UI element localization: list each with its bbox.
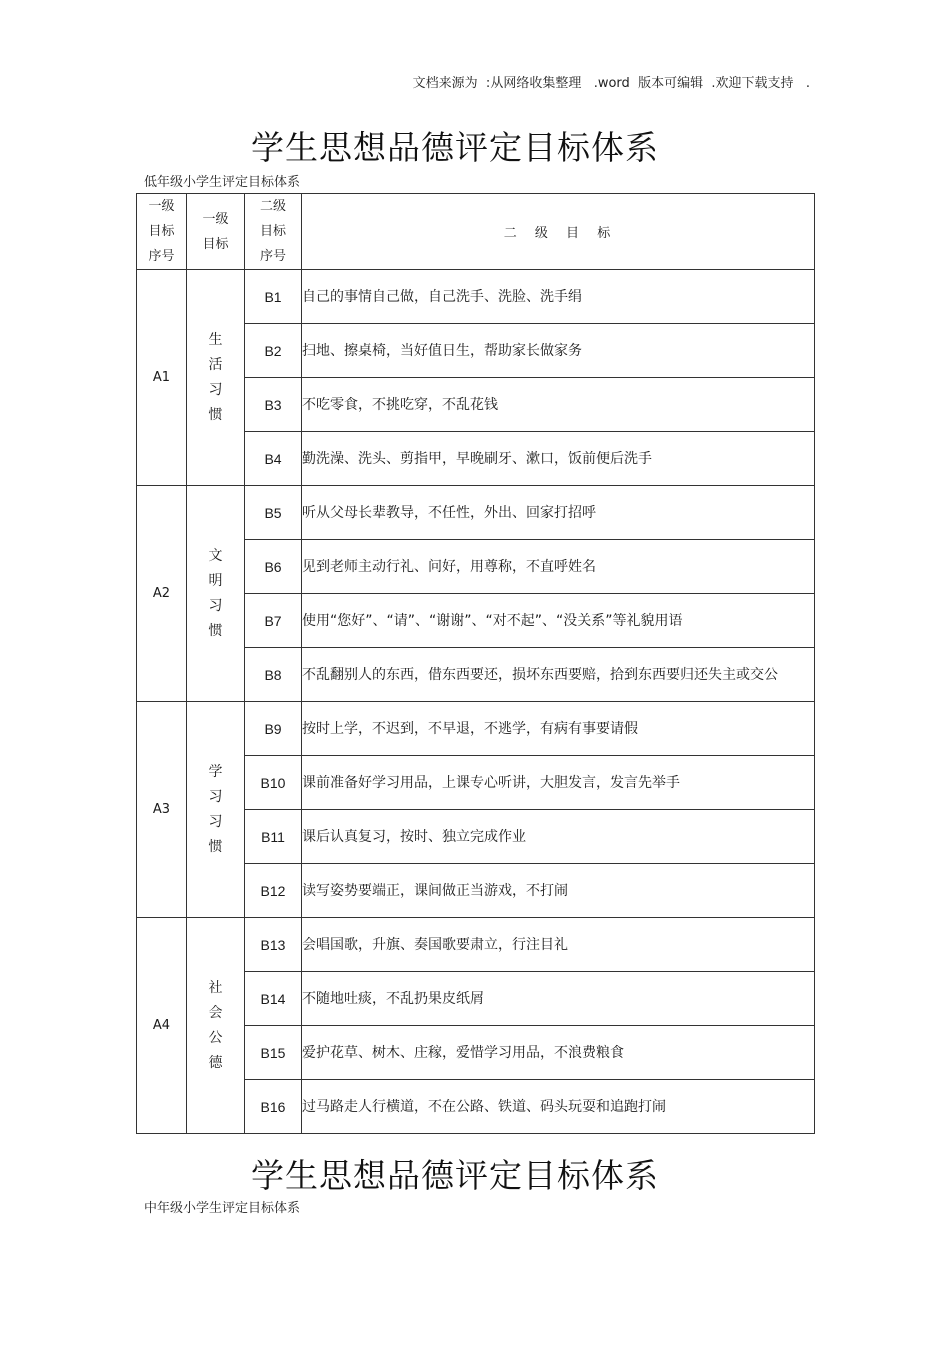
header-level1-code: 一级目标序号 (137, 194, 187, 270)
level2-goal-cell: 读写姿势要端正，课间做正当游戏，不打闹 (302, 864, 815, 918)
level2-code-cell: B2 (245, 324, 302, 378)
level1-name-cell (187, 270, 245, 486)
level2-code-cell: B4 (245, 432, 302, 486)
level2-code-cell: B12 (245, 864, 302, 918)
level2-goal-cell: 扫地、擦桌椅，当好值日生，帮助家长做家务 (302, 324, 815, 378)
level2-code-cell: B7 (245, 594, 302, 648)
level1-name-cell (187, 918, 245, 1134)
level2-goal-cell: 自己的事情自己做，自己洗手、洗脸、洗手绢 (302, 270, 815, 324)
table-caption-mid-grade: 中年级小学生评定目标体系 (144, 1201, 301, 1216)
level2-goal-cell: 使用“您好”、“请”、“谢谢”、“对不起”、“没关系”等礼貌用语 (302, 594, 815, 648)
level2-goal-cell: 勤洗澡、洗头、剪指甲，早晚刷牙、漱口，饭前便后洗手 (302, 432, 815, 486)
level2-code-cell: B9 (245, 702, 302, 756)
table-caption-low-grade: 低年级小学生评定目标体系 (144, 175, 301, 190)
level2-code-cell: B1 (245, 270, 302, 324)
page-title: 学生思想品德评定目标体系 (251, 128, 659, 167)
level2-goal-cell: 过马路走人行横道，不在公路、铁道、码头玩耍和追跑打闹 (302, 1080, 815, 1134)
level1-name-cell (187, 702, 245, 918)
level2-code-cell: B5 (245, 486, 302, 540)
source-note: 文档来源为 :从网络收集整理 .word 版本可编辑 .欢迎下载支持 . (412, 76, 810, 91)
table-row (137, 702, 815, 756)
table-row (137, 270, 815, 324)
level2-code-cell: B16 (245, 1080, 302, 1134)
level1-name-text: 学习习惯 (208, 763, 223, 855)
level2-goal-cell: 会唱国歌，升旗、奏国歌要肃立，行注目礼 (302, 918, 815, 972)
level1-code-cell: A4 (137, 918, 187, 1134)
level1-name-text: 生活习惯 (208, 331, 223, 423)
level2-goal-cell: 课后认真复习，按时、独立完成作业 (302, 810, 815, 864)
level1-name-text: 社会公德 (208, 979, 223, 1071)
header-level1-name: 一级目标 (187, 194, 245, 270)
level1-code-cell: A2 (137, 486, 187, 702)
table-row (137, 486, 815, 540)
level2-code-cell: B11 (245, 810, 302, 864)
level2-goal-cell: 按时上学，不迟到，不早退，不逃学，有病有事要请假 (302, 702, 815, 756)
level2-code-cell: B10 (245, 756, 302, 810)
level2-goal-cell: 不随地吐痰，不乱扔果皮纸屑 (302, 972, 815, 1026)
level2-code-cell: B8 (245, 648, 302, 702)
level2-goal-cell: 爱护花草、树木、庄稼，爱惜学习用品，不浪费粮食 (302, 1026, 815, 1080)
level1-code-cell: A3 (137, 702, 187, 918)
level2-code-cell: B13 (245, 918, 302, 972)
level2-goal-cell: 听从父母长辈教导，不任性，外出、回家打招呼 (302, 486, 815, 540)
level2-code-cell: B6 (245, 540, 302, 594)
level2-goal-cell: 不乱翻别人的东西，借东西要还，损坏东西要赔，拾到东西要归还失主或交公 (302, 648, 815, 702)
header-level2-code: 二级目标序号 (245, 194, 302, 270)
level1-name-cell (187, 486, 245, 702)
level2-code-cell: B3 (245, 378, 302, 432)
level2-goal-cell: 见到老师主动行礼、问好，用尊称，不直呼姓名 (302, 540, 815, 594)
table-header-row (137, 194, 815, 270)
level1-code-cell: A1 (137, 270, 187, 486)
goal-table (136, 193, 815, 1134)
page-title-2: 学生思想品德评定目标体系 (251, 1156, 659, 1195)
level2-code-cell: B14 (245, 972, 302, 1026)
header-level2-goal: 二 级 目 标 (302, 194, 815, 270)
level2-code-cell: B15 (245, 1026, 302, 1080)
table-row (137, 918, 815, 972)
level2-goal-cell: 不吃零食，不挑吃穿，不乱花钱 (302, 378, 815, 432)
level2-goal-cell: 课前准备好学习用品，上课专心听讲，大胆发言，发言先举手 (302, 756, 815, 810)
level1-name-text: 文明习惯 (208, 547, 223, 639)
